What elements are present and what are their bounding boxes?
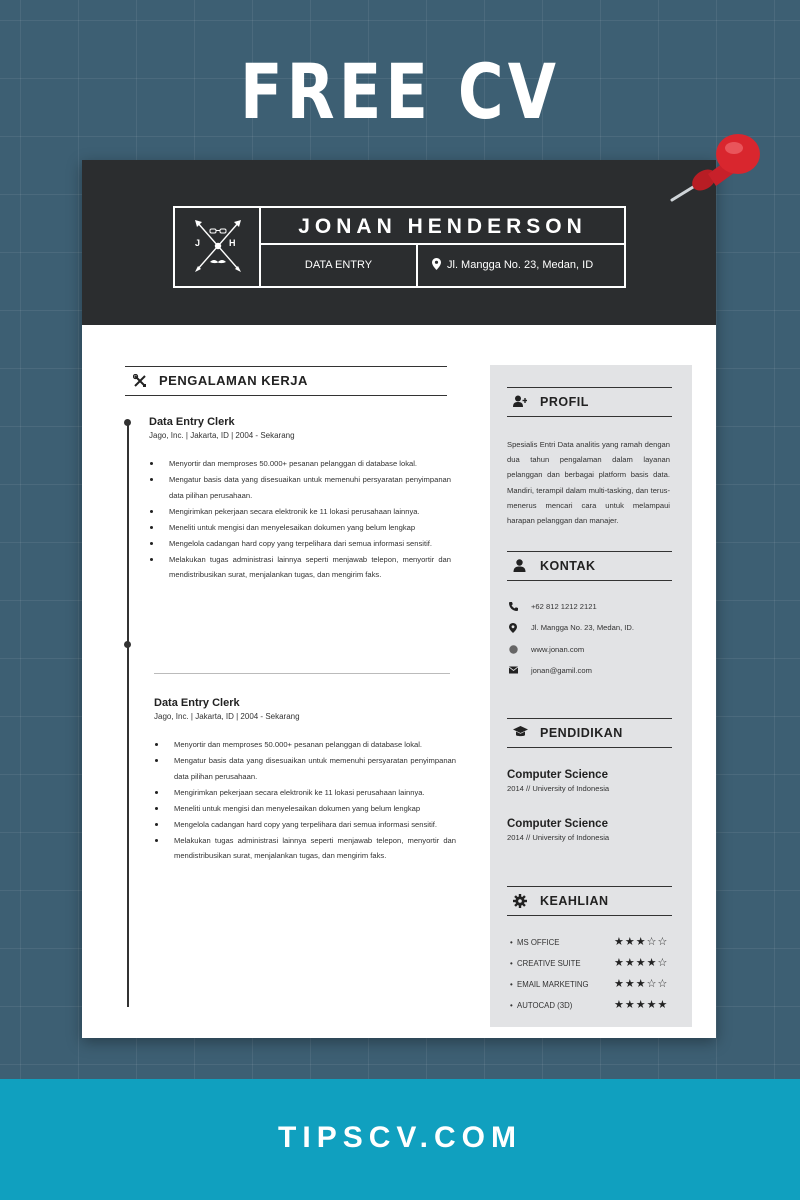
profile-text: Spesialis Entri Data analitis yang ramah dengan dua tahun pengalaman dalam layanan pelanggan dan berbagai platform basis data. Mandiri, terampil dalam multi-tasking, dan terus-menerus mencari cara untuk melampaui harapan pelanggan dan manajer. xyxy=(507,440,670,526)
profile-heading xyxy=(507,387,672,417)
skills-heading xyxy=(507,886,672,916)
header-box xyxy=(173,206,626,288)
candidate-name: JONAN HENDERSON xyxy=(261,208,624,245)
footer-bar xyxy=(0,1079,800,1200)
job-divider xyxy=(154,673,450,674)
skills-heading-text: KEAHLIAN xyxy=(540,894,609,908)
education-heading xyxy=(507,718,672,748)
education-title: Computer Science xyxy=(507,769,608,781)
list-item: Mengatur basis data yang disesuaikan untuk memenuhi persyaratan penyimpanan data pilihan perusahaan. xyxy=(154,753,456,784)
job-title: Data Entry Clerk xyxy=(149,416,235,428)
skill-stars: ★★★★☆ xyxy=(614,956,669,969)
list-item: Meneliti untuk mengisi dan menyelesaikan dokumen yang belum lengkap xyxy=(154,801,456,817)
list-item: Mengatur basis data yang disesuaikan untuk memenuhi persyaratan penyimpanan data pilihan perusahaan. xyxy=(149,472,451,503)
sidebar xyxy=(490,365,692,1027)
list-item: Menyortir dan memproses 50.000+ pesanan pelanggan di database lokal. xyxy=(154,737,456,753)
skill-name: AUTOCAD (3D) xyxy=(517,1001,573,1010)
list-item: Mengirimkan pekerjaan secara elektronik ke 11 lokasi perusahaan lainnya. xyxy=(149,504,451,520)
graduation-cap-icon xyxy=(513,726,528,738)
map-pin-icon xyxy=(509,623,517,633)
contact-address xyxy=(507,621,672,635)
tools-icon xyxy=(133,374,147,388)
contact-email-text: jonan@gamil.com xyxy=(531,666,592,675)
globe-icon xyxy=(509,645,518,654)
job-entry-1 xyxy=(149,416,451,583)
profile-heading-text: PROFIL xyxy=(540,395,589,409)
skill-stars: ★★★☆☆ xyxy=(614,977,669,990)
education-heading-text: PENDIDIKAN xyxy=(540,726,623,740)
skill-row: • AUTOCAD (3D) ★★★★★ xyxy=(510,998,669,1011)
list-item: Melakukan tugas administrasi lainnya seperti menjawab telepon, menyortir dan mendistribusikan surat, menjalankan tugas, dan mengirim faks. xyxy=(154,833,456,864)
contact-phone xyxy=(507,600,672,614)
education-title: Computer Science xyxy=(507,818,608,830)
user-icon xyxy=(513,559,526,572)
banner-title: FREE CV xyxy=(239,47,561,136)
skill-stars: ★★★☆☆ xyxy=(614,935,669,948)
contact-web xyxy=(507,643,672,657)
timeline-dot xyxy=(124,419,131,426)
contact-phone-text: +62 812 1212 2121 xyxy=(531,602,597,611)
header-address xyxy=(418,245,624,286)
candidate-role: DATA ENTRY xyxy=(261,245,418,286)
experience-heading xyxy=(125,366,447,396)
education-subtitle: 2014 // University of Indonesia xyxy=(507,833,610,842)
skill-row: • EMAIL MARKETING ★★★☆☆ xyxy=(510,977,669,990)
timeline-dot xyxy=(124,641,131,648)
map-pin-icon xyxy=(432,258,441,270)
skill-stars: ★★★★★ xyxy=(614,998,669,1011)
cv-header xyxy=(82,160,716,325)
contact-email xyxy=(507,664,672,678)
header-address-text: Jl. Mangga No. 23, Medan, ID xyxy=(447,259,594,271)
job-bullets xyxy=(149,456,451,583)
initial-left: J xyxy=(195,238,201,248)
contact-address-text: Jl. Mangga No. 23, Medan, ID. xyxy=(531,623,634,632)
skill-name: MS OFFICE xyxy=(517,938,560,947)
footer-site-name: TIPSCV.COM xyxy=(278,1121,522,1154)
cv-document xyxy=(82,160,716,1038)
list-item: Mengelola cadangan hard copy yang terpelihara dari semua informasi sensitif. xyxy=(149,536,451,552)
contact-heading-text: KONTAK xyxy=(540,559,596,573)
skill-name: EMAIL MARKETING xyxy=(517,980,589,989)
skill-name: CREATIVE SUITE xyxy=(517,959,581,968)
list-item: Mengirimkan pekerjaan secara elektronik ke 11 lokasi perusahaan lainnya. xyxy=(154,785,456,801)
skill-row: • CREATIVE SUITE ★★★★☆ xyxy=(510,956,669,969)
education-item-1 xyxy=(507,769,677,793)
contact-heading xyxy=(507,551,672,581)
education-item-2 xyxy=(507,818,677,842)
job-subtitle: Jago, Inc. | Jakarta, ID | 2004 - Sekarang xyxy=(149,431,295,440)
gear-icon xyxy=(513,894,527,908)
timeline-line xyxy=(127,422,129,1007)
add-user-icon xyxy=(513,395,527,408)
envelope-icon xyxy=(509,666,518,674)
contact-web-text: www.jonan.com xyxy=(531,645,585,654)
skill-row: • MS OFFICE ★★★☆☆ xyxy=(510,935,669,948)
initial-right: H xyxy=(229,238,236,248)
push-pin-icon xyxy=(664,118,774,208)
list-item: Menyortir dan memproses 50.000+ pesanan pelanggan di database lokal. xyxy=(149,456,451,472)
job-bullets xyxy=(154,737,456,864)
experience-heading-text: PENGALAMAN KERJA xyxy=(159,373,308,388)
phone-icon xyxy=(509,602,518,611)
list-item: Mengelola cadangan hard copy yang terpelihara dari semua informasi sensitif. xyxy=(154,817,456,833)
list-item: Melakukan tugas administrasi lainnya seperti menjawab telepon, menyortir dan mendistribusikan surat, menjalankan tugas, dan mengirim faks. xyxy=(149,552,451,583)
job-subtitle: Jago, Inc. | Jakarta, ID | 2004 - Sekarang xyxy=(154,712,300,721)
education-subtitle: 2014 // University of Indonesia xyxy=(507,784,610,793)
job-entry-2 xyxy=(154,697,456,864)
list-item: Meneliti untuk mengisi dan menyelesaikan dokumen yang belum lengkap xyxy=(149,520,451,536)
job-title: Data Entry Clerk xyxy=(154,697,240,709)
monogram-logo xyxy=(175,208,261,286)
